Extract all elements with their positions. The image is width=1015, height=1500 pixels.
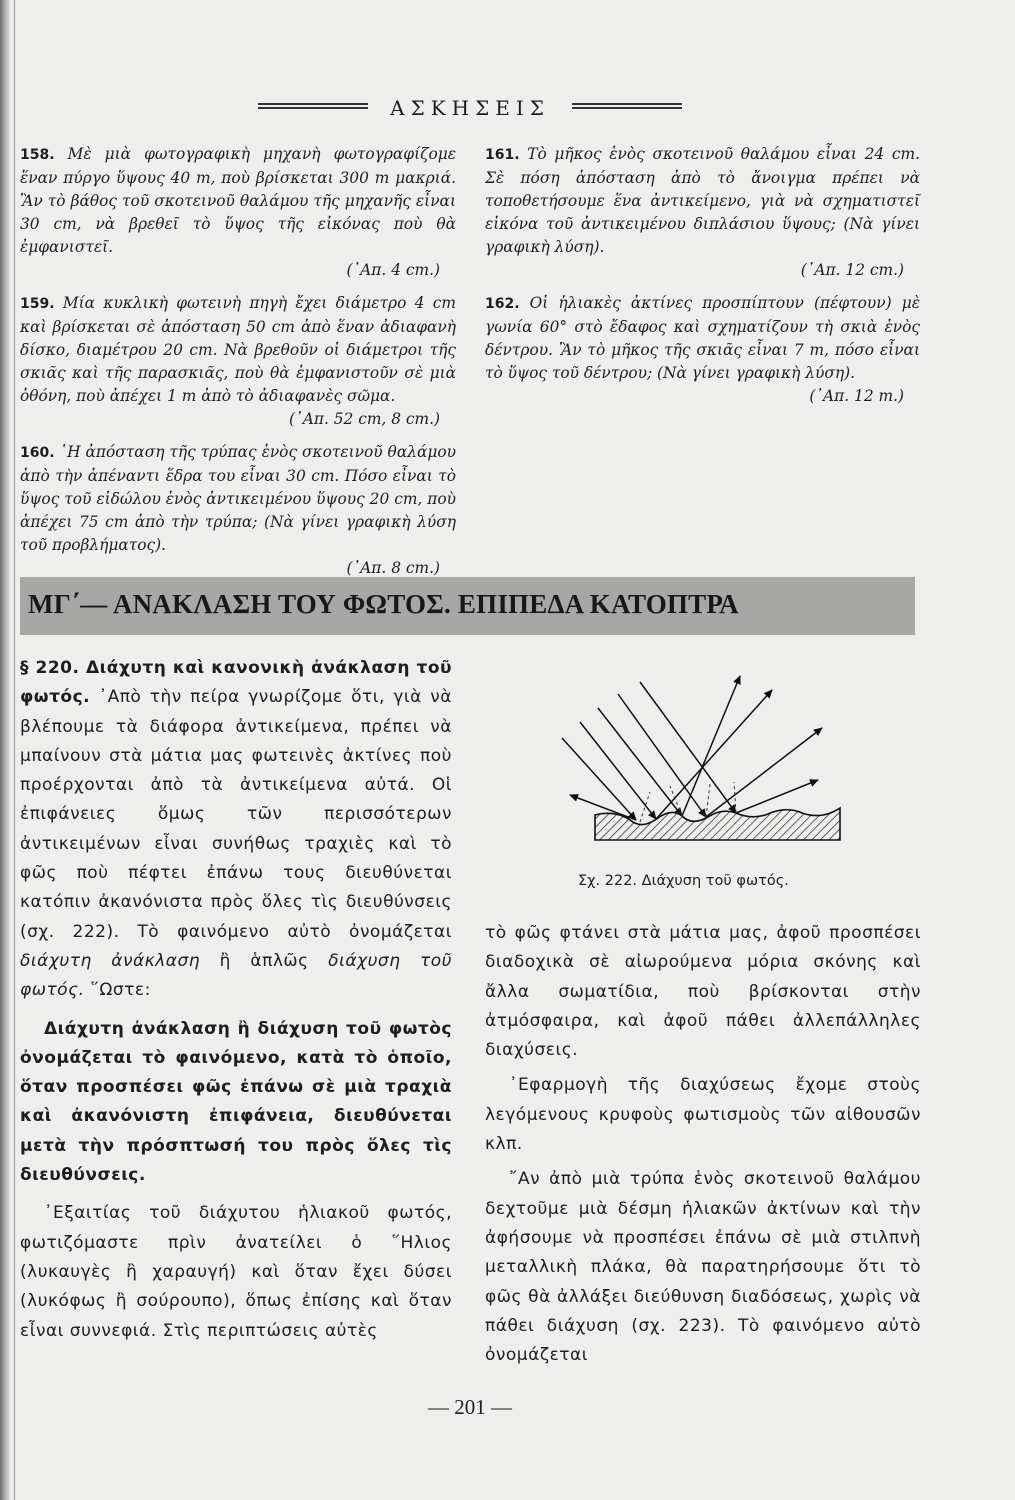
term-diffusion: διάχυση τοῦ φωτός. [20, 950, 452, 1001]
intro-connector: ἢ ἁπλῶς [219, 950, 309, 971]
exercise-answer: (᾿Απ. 52 cm, 8 cm.) [289, 410, 440, 428]
normal-1 [640, 792, 650, 822]
exercise-number: 159. [20, 296, 55, 312]
normal-4 [734, 782, 736, 813]
exercise-text: Μὲ μιὰ φωτογραφικὴ μηχανὴ φωτογραφίζομε ἕναν πύργο ὕψους 40 m, ποὺ βρίσκεται 300 m μακριά. Ἂν τὸ βάθος τοῦ σκοτεινοῦ θαλάμου τῆς μηχανῆς εἶναι 30 cm, νὰ βρεθεῖ τὸ ὕψος τῆς εἰκόνας ποὺ θὰ ἐμφανιστεῖ. [20, 145, 456, 256]
exercise-answer: (᾿Απ. 12 cm.) [800, 261, 904, 279]
exercise-158 [20, 143, 456, 282]
body-right-column [485, 919, 921, 1370]
page-number: — 201 — [428, 1395, 512, 1419]
exercise-answer: (᾿Απ. 12 m.) [809, 387, 904, 405]
normal-3 [706, 784, 710, 817]
application-paragraph: ᾿Εφαρμογὴ τῆς διαχύσεως ἔχομε στοὺς λεγόμενους κρυφοὺς φωτισμοὺς τῶν αἰθουσῶν κλπ. [485, 1075, 921, 1155]
exercise-number: 158. [20, 147, 55, 163]
reflected-ray-4 [706, 728, 822, 817]
body-left-column [20, 654, 452, 1346]
exercises-right-column [485, 143, 920, 418]
header-rule-left [258, 103, 368, 109]
exercise-159 [20, 292, 456, 431]
header-rule-right [572, 103, 682, 109]
exercise-text: Οἱ ἡλιακὲς ἀκτίνες προσπίπτουν (πέφτουν) μὲ γωνία 60° στὸ ἔδαφος καὶ σχηματίζουν τὴ σκιὰ ἑνὸς δέντρου. Ἂν τὸ μῆκος τῆς σκιᾶς εἶναι 7 m, πόσο εἶναι τὸ ὕψος τοῦ δέντρου; (Νὰ γίνει γραφικὴ λύση). [485, 294, 920, 382]
binding-edge-line [14, 0, 15, 1500]
exercise-160 [20, 441, 456, 580]
exercise-162 [485, 292, 920, 408]
exercise-text: Τὸ μῆκος ἑνὸς σκοτεινοῦ θαλάμου εἶναι 24 cm. Σὲ πόση ἀπόσταση ἀπὸ τὸ ἄνοιγμα πρέπει νὰ τοποθετήσουμε ἕνα ἀντικείμενο, γιὰ νὰ σχηματιστεῖ εἰκόνα τοῦ ἀντικειμένου διπλάσιου ὕψους; (Νὰ γίνει γραφικὴ λύση). [485, 145, 920, 256]
reflected-ray-2 [656, 690, 772, 819]
exercise-number: 161. [485, 147, 520, 163]
sunlight-paragraph-continued: τὸ φῶς φτάνει στὰ μάτια μας, ἀφοῦ προσπέσει διαδοχικὰ σὲ αἰωρούμενα μόρια σκόνης καὶ ἄλλα σωματίδια, ποὺ βρίσκονται στὴν ἀτμόσφαιρα, καὶ ἀφοῦ πάθει ἀλλεπάλληλες διαχύσεις. [485, 923, 921, 1061]
sunlight-paragraph: ᾿Εξαιτίας τοῦ διάχυτου ἡλιακοῦ φωτός, φωτιζόμαστε πρὶν ἀνατείλει ὁ ῞Ηλιος (λυκαυγὲς ἢ χαραυγή) καὶ ὅταν ἔχει δύσει (λυκόφως ἢ σούρουπο), ὅπως ἐπίσης καὶ ὅταν εἶναι συννεφιά. Στὶς περιπτώσεις αὐτὲς [20, 1203, 452, 1341]
exercise-number: 160. [20, 445, 55, 461]
regular-reflection-paragraph: ῎Αν ἀπὸ μιὰ τρύπα ἑνὸς σκοτεινοῦ θαλάμου δεχτοῦμε μιὰ δέσμη ἡλιακῶν ἀκτίνων καὶ τὴν ἀφήσουμε νὰ προσπέσει ἐπάνω σὲ μιὰ στιλπνὴ μεταλλικὴ πλάκα, θὰ παρατηρήσουμε ὅτι τὸ φῶς θὰ ἀλλάξει διεύθυνση διαδόσεως, χωρὶς νὰ πάθει διάχυση (σχ. 223). Τὸ φαινόμενο αὐτὸ ὀνομάζεται [485, 1169, 921, 1366]
exercise-answer: (᾿Απ. 8 cm.) [346, 559, 440, 577]
exercise-answer: (᾿Απ. 4 cm.) [346, 261, 440, 279]
definition-block: Διάχυτη ἀνάκλαση ἢ διάχυση τοῦ φωτὸς ὀνομάζεται τὸ φαινόμενο, κατὰ τὸ ὁποῖο, ὅταν προσπέσει φῶς ἐπάνω σὲ μιὰ τραχιὰ καὶ ἀκανόνιστη ἐπιφάνεια, διευθύνεται μετὰ τὴν πρόσπτωσή του πρὸς ὅλες τὶς διευθύνσεις. [20, 1018, 452, 1186]
exercise-161 [485, 143, 920, 282]
exercise-text: Μία κυκλικὴ φωτεινὴ πηγὴ ἔχει διάμετρο 4 cm καὶ βρίσκεται σὲ ἀπόσταση 50 cm ἀπὸ ἕναν ἀδιαφανὴ δίσκο, διαμέτρου 20 cm. Νὰ βρεθοῦν οἱ διάμετροι τῆς σκιᾶς καὶ τῆς παρασκιᾶς, ποὺ θὰ ἐμφανιστοῦν σὲ μιὰ ὀθόνη, ποὺ ἀπέχει 1 m ἀπὸ τὸ ἀδιαφανὲς σῶμα. [20, 294, 456, 405]
book-binding-shadow [0, 0, 10, 1500]
figure-caption: Σχ. 222. Διάχυση τοῦ φωτός. [578, 873, 789, 889]
diffusion-figure [540, 670, 880, 865]
section-banner [20, 577, 915, 635]
incident-ray-5 [640, 682, 736, 813]
intro-text: ᾿Απὸ τὴν πείρα γνωρίζομε ὅτι, γιὰ νὰ βλέπουμε τὰ διάφορα ἀντικείμενα, πρέπει νὰ μπαίνουν στὰ μάτια μας φωτεινὲς ἀκτίνες ποὺ προέρχονται ἀπὸ τὰ ἀντικείμενα αὐτά. Οἱ ἐπιφάνειες ὅμως τῶν περισσότερων ἀντικειμένων εἶναι συνήθως τραχιὲς καὶ τὸ φῶς ποὺ πέφτει ἐπάνω τους διευθύνεται κατόπιν ἀκανόνιστα πρὸς ὅλες τὶς διευθύνσεις (σχ. 222). Τὸ φαινόμενο αὐτὸ ὀνομάζεται [20, 687, 452, 942]
exercise-text: ῾Η ἀπόσταση τῆς τρύπας ἑνὸς σκοτεινοῦ θαλάμου ἀπὸ τὴν ἀπέναντι ἕδρα του εἶναι 30 cm. Πόσο εἶναι τὸ ὕψος τοῦ εἰδώλου ἑνὸς ἀντικειμένου ὕψους 20 cm, ποὺ ἀπέχει 75 cm ἀπὸ τὴν τρύπα; (Νὰ γίνει γραφικὴ λύση τοῦ προβλήματος). [20, 443, 456, 554]
section-title: ΜΓ΄— ΑΝΑΚΛΑΣΗ ΤΟΥ ΦΩΤΟΣ. ΕΠΙΠΕΔΑ ΚΑΤΟΠΤΡΑ [28, 589, 739, 619]
rough-surface [595, 808, 840, 840]
paragraph-220 [20, 654, 452, 1006]
paragraph-heading: § 220. Διάχυτη καὶ κανονικὴ ἀνάκλαση τοῦ φωτός. [20, 658, 452, 708]
intro-conclusion: ῞Ωστε: [90, 980, 151, 1001]
exercises-left-column [20, 143, 456, 590]
reflected-ray-3 [682, 676, 740, 816]
exercises-title: ΑΣΚΗΣΕΙΣ [390, 96, 550, 120]
exercise-number: 162. [485, 296, 520, 312]
exercises-header [258, 96, 682, 120]
term-diffuse-reflection: διάχυτη ἀνάκλαση [20, 950, 201, 971]
